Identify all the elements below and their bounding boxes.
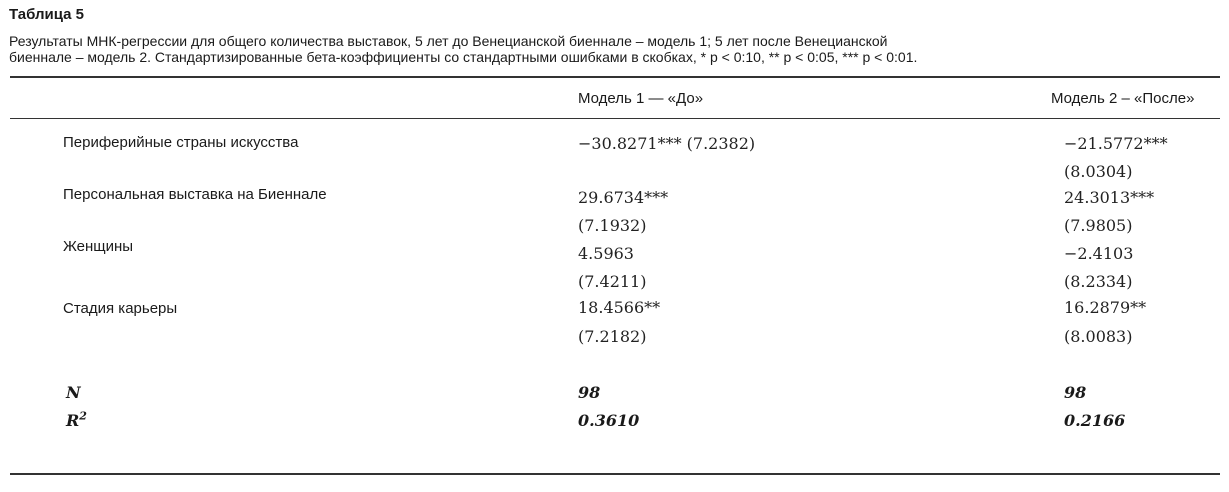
model-2-se-women: (8.2334) [1064,272,1133,291]
model-1-se-career-stage: (7.2182) [578,327,647,346]
table-bottom-rule [10,473,1220,475]
model-1-coef-women: 4.5963 [578,244,634,263]
model-1-coef-career-stage: 18.4566** [578,298,661,317]
model-2-se-solo-show: (7.9805) [1064,216,1133,235]
model-2-n: 98 [1064,383,1087,402]
r-squared-base: R [66,411,80,430]
r-squared-exponent: 2 [79,409,87,423]
column-header-model-1: Модель 1 — «До» [578,90,704,107]
model-1-se-women: (7.4211) [578,272,647,291]
model-2-coef-women: −2.4103 [1064,244,1134,263]
column-header-model-2: Модель 2 – «После» [1051,90,1195,107]
model-2-r-squared: 0.2166 [1064,411,1126,430]
model-2-se-peripheral-countries: (8.0304) [1064,162,1133,181]
model-2-coef-career-stage: 16.2879** [1064,298,1147,317]
model-1-r-squared: 0.3610 [578,411,640,430]
row-label-solo-show: Персональная выставка на Биеннале [63,186,327,203]
model-1-se-solo-show: (7.1932) [578,216,647,235]
model-2-se-career-stage: (8.0083) [1064,327,1133,346]
model-2-coef-peripheral-countries: −21.5772*** [1064,134,1168,153]
model-1-n: 98 [578,383,601,402]
table-title: Таблица 5 [9,6,85,23]
row-label-peripheral-countries: Периферийные страны искусства [63,134,299,151]
row-label-career-stage: Стадия карьеры [63,300,178,317]
model-2-coef-solo-show: 24.3013*** [1064,188,1155,207]
table-caption [9,33,917,65]
stat-label-n: N [66,383,81,402]
caption-line-1: Результаты МНК-регрессии для общего количества выставок, 5 лет до Венецианской биеннале – модель 1; 5 лет после Венецианской [9,33,888,49]
header-rule [10,118,1220,119]
stat-label-r-squared [66,411,87,430]
model-1-coef-solo-show: 29.6734*** [578,188,669,207]
row-label-women: Женщины [63,238,134,255]
table-top-rule [10,76,1220,78]
caption-line-2: биеннале – модель 2. Стандартизированные бета-коэффициенты со стандартными ошибками в скобках, * p < 0:10, ** p < 0:05, *** p < 0:01. [9,49,918,65]
model-1-coef-peripheral-countries: −30.8271*** (7.2382) [578,134,756,153]
